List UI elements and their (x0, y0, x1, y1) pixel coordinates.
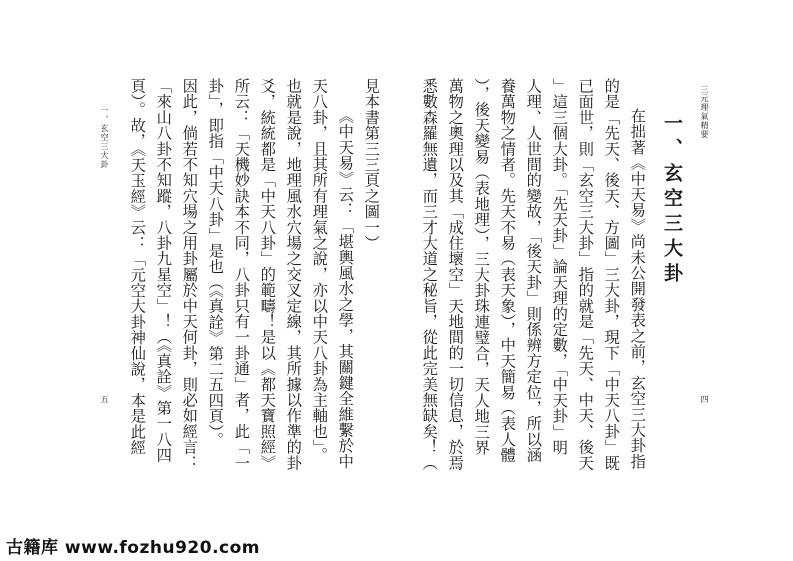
text-column: 卦」，即指「中天八卦」是也（《真詮》第二五四頁）。 (206, 78, 225, 448)
page-number: 五 (100, 395, 109, 404)
text-column: 《中天易》云：「堪輿風水之學，其關鍵全維繫於中 (336, 108, 355, 470)
watermark-bar (0, 527, 793, 561)
text-column: 天八卦，且其所有理氣之說，亦以中天八卦為主軸也」。 (310, 78, 329, 463)
text-column: 養萬物之情者。先天不易（表天象），中天簡易（表人體 (498, 78, 517, 463)
running-header: 一、玄空三大卦 (100, 106, 109, 169)
text-column: 人理、人世間的變故，「後天卦」則係辨方定位，所以涵 (524, 78, 543, 463)
text-column: 已面世，則「玄空三大卦」指的就是「先天、中天、後天 (576, 78, 595, 471)
page-number: 四 (700, 395, 709, 404)
text-column: 頁）。故，《天玉經》云：「元空大卦神仙說，本是此經 (128, 78, 147, 456)
text-column: 也就是說，地理風水穴場之交叉定線，其所據以作準的卦 (284, 78, 303, 471)
text-column: 見本書第三三頁之圖一） (362, 78, 381, 251)
running-header: 三元理氣精要 (700, 85, 709, 139)
text-column: 在拙著《中天易》尚未公開發表之前，玄空三大卦指 (628, 108, 647, 470)
text-column: 萬物之奧理以及其「成住壞空」天地間的一切信息，於焉 (446, 78, 465, 471)
text-column: 因此，倘若不知穴場之用卦屬於中天何卦，則必如經言： (180, 78, 199, 471)
text-column: 爻，統統都是「中天八卦」的範疇！是以《都天寶照經》 (258, 78, 277, 471)
section-heading: 一、玄空三大卦 (661, 113, 683, 288)
site-watermark[interactable]: 古籍库 www.fozhu920.com (6, 538, 260, 558)
text-column: ），後天變易（表地理），三大卦珠連璧合，天人地三界 (472, 78, 491, 456)
text-column: 的是「先天、後天、方圖」三大卦，現下「中天八卦」既 (602, 78, 621, 471)
text-column: 所云：「天機妙訣本不同，八卦只有一卦通」者，此「一 (232, 78, 251, 471)
text-column: 」這三個大卦。「先天卦」論天理的定數，「中天卦」明 (550, 78, 569, 456)
text-column: 「來山八卦不知蹤，八卦九星空」！（《真詮》第一八四 (154, 78, 173, 463)
text-column: 悉數森羅無遺，而三才大道之秘旨，從此完美無缺矣！（ (420, 78, 439, 471)
